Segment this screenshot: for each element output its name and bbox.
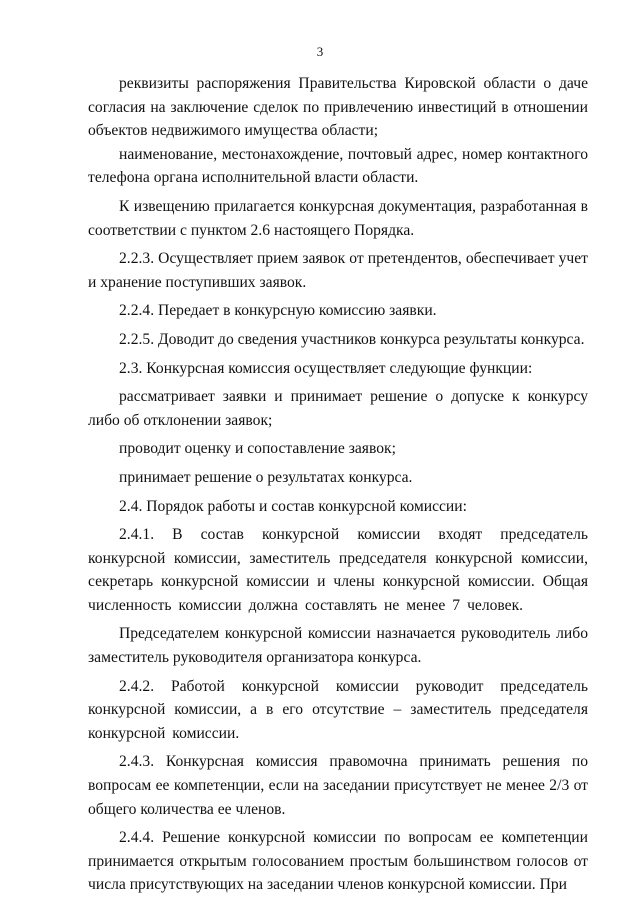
paragraph-2-2-3: 2.2.3. Осуществляет прием заявок от претендентов, обеспечивает учет и хранение поступивших заявок. [88, 250, 588, 291]
paragraph-review-applications: рассматривает заявки и принимает решение о допуске к конкурсу либо об отклонении заявок; [88, 388, 588, 429]
document-body [88, 72, 588, 897]
paragraph-2-4-1: 2.4.1. В состав конкурсной комиссии входят председатель конкурсной комиссии, заместитель председателя конкурсной комиссии, секретарь конкурсной комиссии и члены конкурсной комиссии. Общая численность комиссии должна составлять не менее 7 человек. [88, 526, 588, 614]
paragraph-requisites: реквизиты распоряжения Правительства Кировской области о даче согласия на заключение сделок по привлечению инвестиций в отношении объектов недвижимого имущества области; [88, 75, 588, 140]
page-number: 3 [316, 44, 324, 59]
paragraph-2-4: 2.4. Порядок работы и состав конкурсной комиссии: [119, 497, 467, 515]
paragraph-2-4-4: 2.4.4. Решение конкурсной комиссии по вопросам ее компетенции принимается открытым голосованием простым большинством голосов от числа присутствующих на заседании членов конкурсной комиссии. При [88, 829, 588, 894]
paragraph-decision-results: принимает решение о результатах конкурса. [119, 468, 413, 486]
paragraph-2-3: 2.3. Конкурсная комиссия осуществляет следующие функции: [119, 359, 533, 377]
paragraph-2-4-2: 2.4.2. Работой конкурсной комиссии руководит председатель конкурсной комиссии, а в его отсутствие – заместитель председателя конкурсной комиссии. [88, 677, 588, 742]
paragraph-2-2-5: 2.2.5. Доводит до сведения участников конкурса результаты конкурса. [119, 330, 585, 348]
paragraph-2-2-4: 2.2.4. Передает в конкурсную комиссию заявки. [119, 302, 437, 320]
paragraph-chairman: Председателем конкурсной комиссии назначается руководитель либо заместитель руководителя организатора конкурса. [88, 625, 588, 667]
paragraph-2-4-3: 2.4.3. Конкурсная комиссия правомочна принимать решения по вопросам ее компетенции, если на заседании присутствует не менее 2/3 от общего количества ее членов. [88, 753, 588, 818]
paragraph-name-address: наименование, местонахождение, почтовый адрес, номер контактного телефона органа исполнительной власти области. [88, 145, 588, 187]
paragraph-evaluation: проводит оценку и сопоставление заявок; [119, 440, 396, 458]
paragraph-documentation: К извещению прилагается конкурсная документация, разработанная в соответствии с пунктом 2.6 настоящего Порядка. [88, 197, 588, 239]
